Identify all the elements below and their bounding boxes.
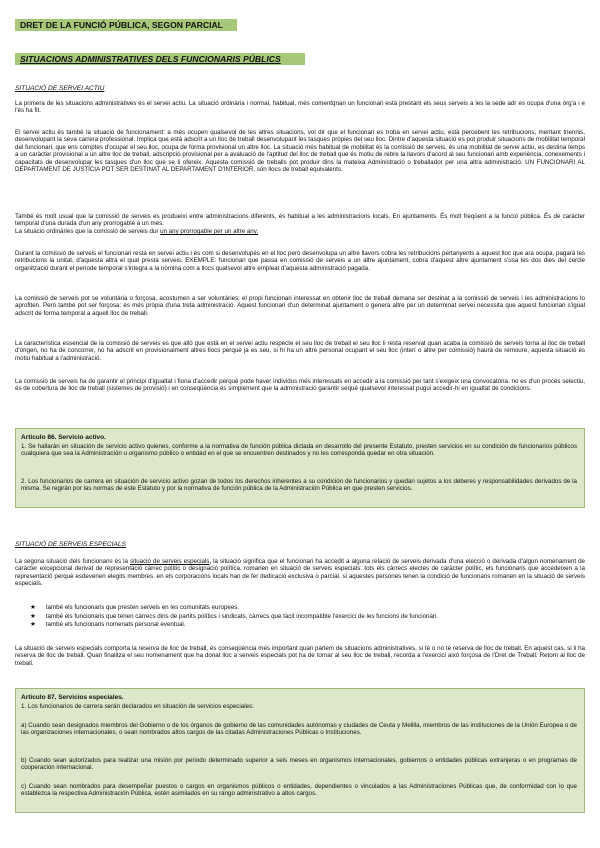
list-item: ★ també els funcionaris que tenen càrrecs dins de partits polítics i sindicats, càrrecs que tàcit incompatible l'exercici de les funcions de funcionari. xyxy=(30,613,438,622)
list-item: ★ també els funcionaris que presten serveis en les comunitats europees. xyxy=(30,604,438,613)
article-title: Artículo 87. Servicios especiales. xyxy=(21,694,124,701)
paragraph: La comissió de serveis ha de garantir el principi d'igualtat i fiona d'accedir perquè pode haver individus més interessats en accedir a la comissió per tant s'exigeix una convocatòria. no es d'un procés selectiu, és de cobertura de lloc de treball (sistemes de provisió) i en conseqüència és simplement que la administració garantir sequé qualsevol interessat pugui accedir-hi en igualtat de condicions. xyxy=(15,378,585,393)
article-paragraph: 2. Los funcionarios de carrera en situación de servicio activo gozan de todos los derechos inherentes a su condición de funcionarios y quedan sujetos a los deberes y responsabilidades derivados de la misma. Se regirán por las normas de este Estatuto y por la normativa de función pública de la Administración Pública en que presten servicios. xyxy=(21,478,577,493)
article-86-box xyxy=(15,428,585,508)
article-paragraph: 1. Los funcionarios de carrera serán declarados en situación de servicios especiales: xyxy=(21,703,254,710)
article-87-box xyxy=(15,688,585,813)
article-paragraph: c) Cuando sean nombrados para desempeñar puestos o cargos en organismos públicos o entidades, dependientes o vinculados a las Administraciones Públicas que, de conformidad con lo que establezca la respectiva Administración Pública, estén asimilados en su rango administrativo a altos cargos. xyxy=(21,783,577,798)
bullet-list xyxy=(30,604,438,630)
article-title: Artículo 86. Servicio activo. xyxy=(21,434,106,441)
list-item: ★ també els funcionaris nomenats personal eventual. xyxy=(30,621,438,630)
heading-serveis-especials: SITUACIÓ DE SERVEIS ESPECIALS xyxy=(15,541,126,548)
paragraph: La característica essencial de la comissió de serveis es que allò que està en el servei actiu respecte el seu lloc de treball el seu lloc li resta reservat quan acaba la comissió de serveis torna al lloc de treball d'origen, no ha de concorrer, no ha adscrit en provisionalment altres llocs perquè ja es seu, si hi ha un altre personal ocupant el seu lloc (interí o altre per comissió) haurà de remoure, aquesta situació és motiu habitual a l'administració. xyxy=(15,340,585,362)
article-paragraph: b) Cuando sean autorizados para realizar una misión por periodo determinado superior a seis meses en organismos internacionales, gobiernos o entidades públicas extranjeras o en programas de cooperación internacional. xyxy=(21,757,577,772)
heading-servei-actiu: SITUACIÓ DE SERVEI ACTIU xyxy=(15,85,105,92)
paragraph xyxy=(15,558,585,588)
paragraph: El servei actiu és també la situació de funcionament: a més ocupen qualsevol de les altres situacions, vol dir que el funcionari es troba en servei actiu, està percebent les retribucions, meritant triennis, desenvolupant la seva carrera professional. Implica que està adscrit a un lloc de treball desenvolupant les tasques pròpies del seu lloc. Dintre d'aquesta situació es pot produir situacions de mobilitat temporal del funcionari, que ens comptes d'ocupar el seu lloc, ocupa de forma provisional un altre lloc. La situació més habitual de mobilitat és la comissió de serveis, és una mobilitat de servei actiu, es destina temps a un caràcter provisional a un altre lloc de treball, adscripció provisional per a avaluació de l'aptitud del lloc de treball que és motiu de rebre la llavors d'acord al seu funcionari amb experiència, conexements i capacitats de desenvolupar les tasques d'un lloc que se li ofereix. Aquesta comissió de treballs pot produir dins la mateixa Administració o treballador per una altra administració. UN FUNCIONARI AL DEPARTAMENT DE JUSTÍCIA POT SER DESTINAT AL DEPARTAMENT D'INTERIOR, són llocs de treball equivalents. xyxy=(15,129,585,174)
document-title: DRET DE LA FUNCIÓ PÚBLICA, SEGON PARCIAL xyxy=(15,19,237,31)
article-paragraph: a) Cuando sean designados miembros del Gobierno o de los órganos de gobierno de las comunidades autónomas y ciudades de Ceuta y Melilla, miembros de las instituciones de la Unión Europea o de las organizaciones internacionales, o sean nombrados altos cargos de las citadas Administraciones Públicas o Instituciones. xyxy=(21,722,577,737)
paragraph-text: , la situació significa que el funcionari ha accedit a alguna relació de serveis derivada d'una elecció o derivada d'algun nomenament de caràcter excepcional derivat de representació càrrec polític o designació política. romanen en situació de serveis especials: tots els càrrecs electes de caràcter polític, els funcionaris que accedeixen a la representació perquè esdevenen elegits membres. en els corporacions locals han de fer dedicació exclusiva o parcial. si aquestes persones tenen la condició de funcionaris romanen en la situació de serveis especials. xyxy=(15,558,585,588)
paragraph-text: La situació ordinàries que la comissió de serveis dur xyxy=(15,227,161,235)
paragraph: La comissió de serveis pot se voluntària o forçosa, acostumen a ser voluntàries: el propi funcionari interessat en obtenir lloc de treball demana ser destinat a la comissió de serveis i les administracions lo aprofiten. Però també pot ser forçosa: és més pròpia d'una treta administració. Aquest funcionari d'un determinat ajuntament o genera altre per un determinat servei necessita que aquest funcionari s'igual adscrit de forma temporal a aquell lloc de treball. xyxy=(15,295,585,317)
section-title: SITUACIONS ADMINISTRATIVES DELS FUNCIONARIS PÚBLICS xyxy=(15,53,305,65)
paragraph xyxy=(15,213,585,235)
paragraph: La primera de les situacions administratives és el servei actiu. La situació ordinària i normal, habitual, més comentqnan un funcionari està prestant els seus serveis a les la sede adr es ocupa d'una òrg'a i e l'és ha fit. xyxy=(15,100,585,115)
paragraph-text: La segona situació dels funcionaris és la xyxy=(15,558,131,565)
underlined-text: situació de serveis especials xyxy=(130,558,210,565)
article-paragraph: 1. Se hallarán en situación de servicio activo quienes, conforme a la normativa de función pública dictada en desarrollo del presente Estatuto, presten servicios en su condición de funcionarios públicos cualquiera que sea la Administración u organismo público o entidad en el que se encuentren destinados y no les corresponda quedar en otra situación. xyxy=(21,443,577,458)
paragraph: La situació de serveis especials comporta la reserva de lloc de treball, és conseqüència més important quan parlem de situacions administratives, si té o no té reserva de lloc de treball. En aquest cas, si li ha reserva de lloc de treball. Quan finalitza el seu nomenament que ha donat lloc a serveis especials pot ha de tornar al seu lloc de treball, recorda a l'exercici això forçosa de l'Dret de Treball. Retorn al lloc de treball. xyxy=(15,645,585,667)
paragraph: Durant la comissió de serveis el funcionari resta en servei actiu i és com si desenvolupés en el lloc però desenvolupa un altre llavors cobra les retribucions pertanyents a aquest lloc que ara ocupa, pagarà les retribucions la unitat, d'aquesta altra el qual presta serveis. EXEMPLE: funcionari que passa en comissió de serveis a un altre ajuntament, cobra d'aquest altre ajuntament s'usa les dos dies del cercle organització durant el període temporal s'integra a la nòmina com a llocs qualsevol altre empleat d'aquesta administració pagada. xyxy=(15,250,585,272)
underlined-text: un any prorrogable per un altre any. xyxy=(160,227,259,235)
paragraph-text: També és molt usual que la comissió de serveis es produeixi entre administracions diferents, és habitual a les administracions locals. En ajuntaments. És molt freqüent a la funció pública. És de caràcter temporal d'una durada d'un any prorrogable a un més. xyxy=(15,213,585,228)
